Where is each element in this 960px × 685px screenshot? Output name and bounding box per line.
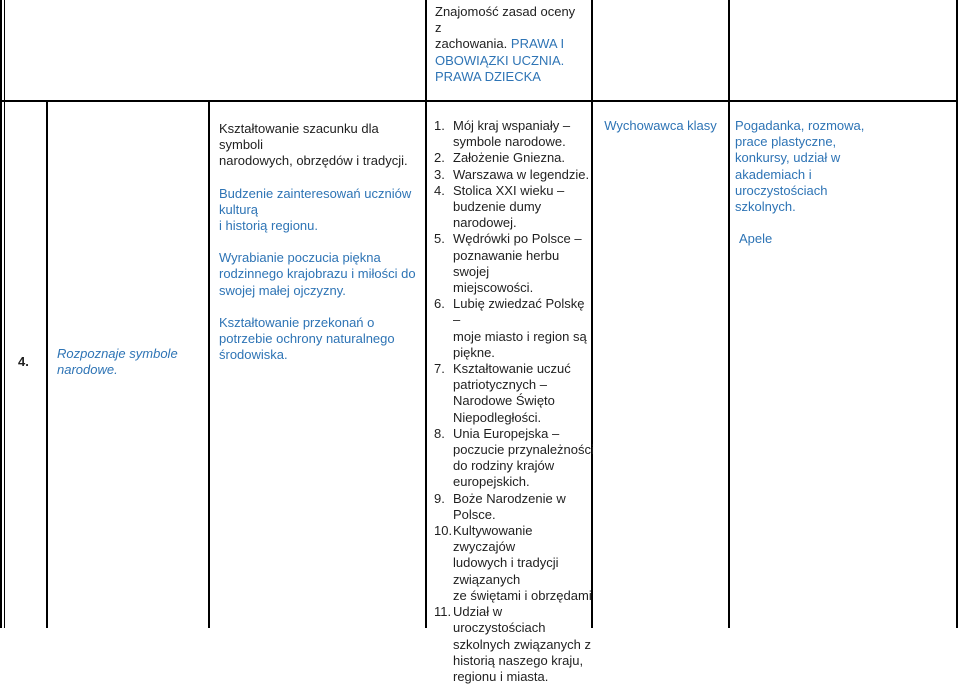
column-divider — [425, 0, 427, 628]
previous-row-highlight: PRAWA I OBOWIĄZKI UCZNIA. PRAWA DZIECKA — [435, 36, 565, 84]
activities-list — [434, 118, 594, 685]
goal-paragraph: Budzenie zainteresowań uczniów kulturą i historią regionu. — [219, 185, 412, 234]
goal-paragraph: Kształtowanie przekonań o potrzebie ochrony naturalnego środowiska. — [219, 314, 395, 363]
list-item: 4. Stolica XXI wieku – budzenie dumy narodowej. — [434, 182, 565, 231]
list-item: 11. Udział w uroczystościach szkolnych związanych z historią naszego kraju, regionu i miasta. — [434, 604, 591, 684]
list-item: 2. Założenie Gniezna. — [434, 150, 566, 166]
list-item: 9. Boże Narodzenie w Polsce. — [434, 490, 566, 522]
methods-cell — [735, 118, 955, 247]
row-number: 4. — [18, 354, 29, 369]
column-divider — [208, 100, 210, 628]
list-item: 6. Lubię zwiedzać Polskę – moje miasto i region są piękne. — [434, 296, 587, 360]
table-border-right — [956, 0, 958, 628]
responsible-cell: Wychowawca klasy — [604, 118, 717, 133]
row-divider — [0, 100, 958, 102]
previous-row-text: Znajomość zasad oceny z zachowania. — [435, 4, 576, 52]
list-item: 10. Kultywowanie zwyczajów ludowych i tradycji związanych ze świętami i obrzędami — [434, 523, 592, 603]
list-item: 5. Wędrówki po Polsce – poznawanie herbu swojej miejscowości. — [434, 231, 582, 296]
previous-row-content-cell — [435, 4, 585, 85]
list-item: 7. Kształtowanie uczuć patriotycznych – Narodowe Święto Niepodległości. — [434, 361, 571, 425]
methods-extra: Apele — [739, 231, 773, 247]
activities-cell — [434, 118, 594, 685]
methods-text: Pogadanka, rozmowa, prace plastyczne, konkursy, udział w akademiach i uroczystościach szkolnych. — [735, 118, 865, 215]
table-border-left-inner — [4, 0, 5, 628]
goals-cell — [219, 121, 419, 379]
table-border-left — [0, 0, 2, 628]
goal-paragraph: Kształtowanie szacunku dla symboli narodowych, obrzędów i tradycji. — [219, 121, 408, 169]
topic-cell: Rozpoznaje symbole narodowe. — [57, 346, 178, 378]
column-divider — [728, 0, 730, 628]
list-item: 3. Warszawa w legendzie. — [434, 166, 590, 182]
goal-paragraph: Wyrabianie poczucia piękna rodzinnego krajobrazu i miłości do swojej małej ojczyzny. — [219, 250, 416, 298]
list-item: 1. Mój kraj wspaniały – symbole narodowe. — [434, 118, 571, 150]
list-item: 8. Unia Europejska – poczucie przynależności do rodziny krajów europejskich. — [434, 425, 594, 490]
column-divider — [46, 100, 48, 628]
